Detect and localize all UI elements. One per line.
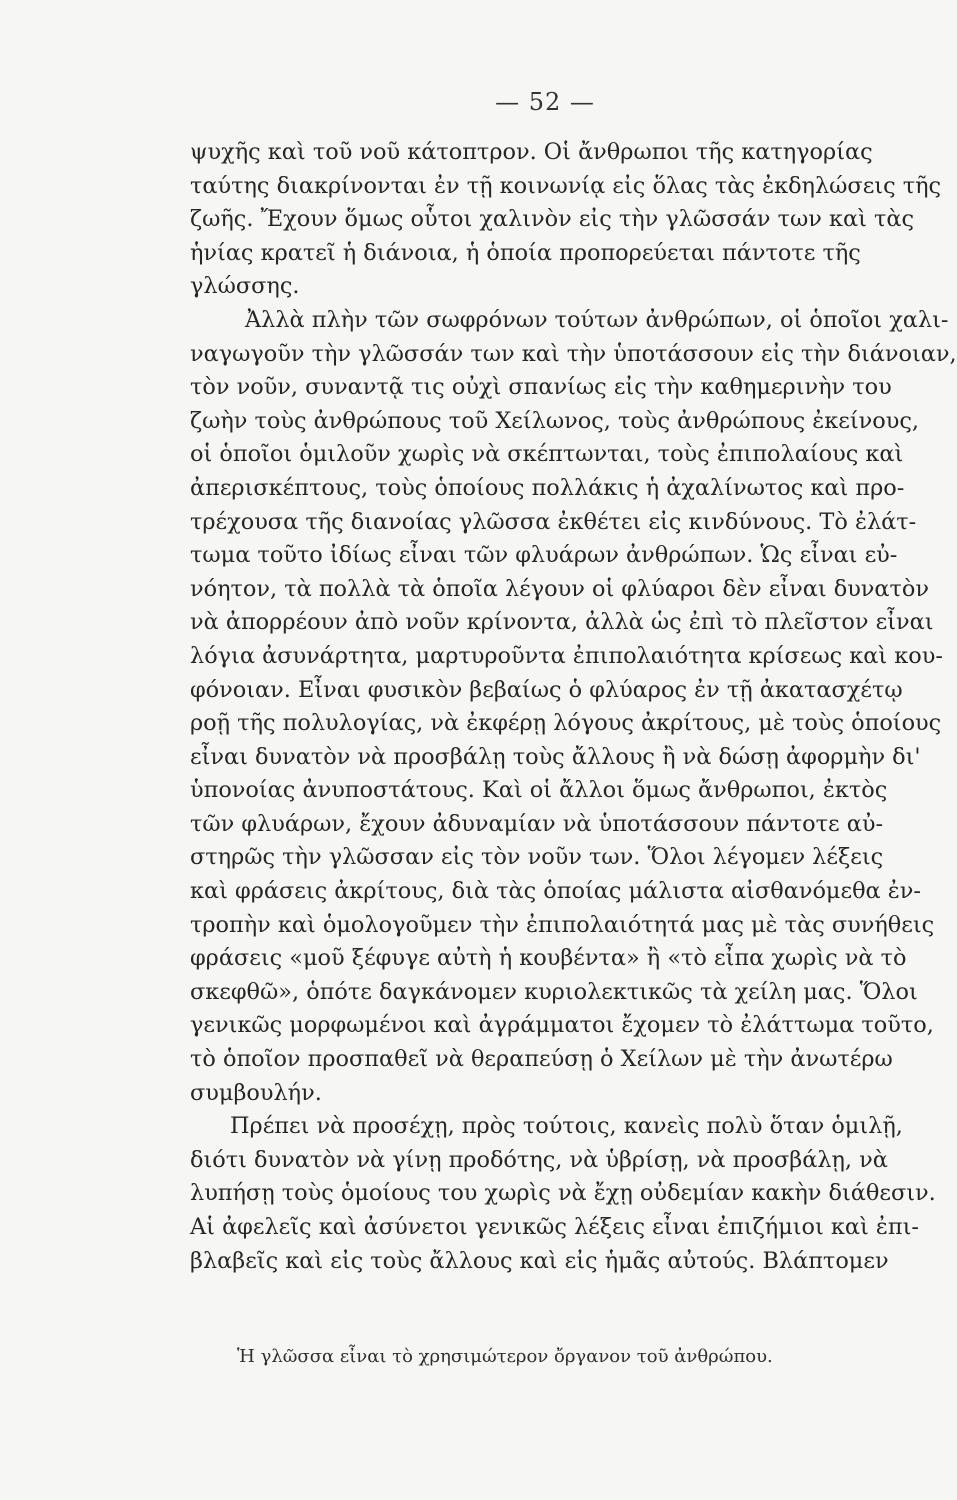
text-line: γενικῶς μορφωμένοι καὶ ἀγράμματοι ἔχομεν τὸ ἐλάττωμα τοῦτο,	[190, 1012, 934, 1039]
text-line: ροῇ τῆς πολυλογίας, νὰ ἐκφέρῃ λόγους ἀκρίτους, μὲ τοὺς ὁποίους	[190, 710, 942, 737]
text-line: στηρῶς τὴν γλῶσσαν εἰς τὸν νοῦν των. Ὅλοι λέγομεν λέξεις	[190, 844, 884, 871]
text-line: φόνοιαν. Εἶναι φυσικὸν βεβαίως ὁ φλύαρος ἐν τῇ ἀκατασχέτῳ	[190, 676, 903, 703]
body-text	[190, 136, 957, 1278]
page-number: — 52 —	[495, 88, 595, 116]
text-line: τρέχουσα τῆς διανοίας γλῶσσα ἐκθέτει εἰς κινδύνους. Τὸ ἐλάτ-	[190, 508, 917, 535]
text-line: γλώσσης.	[190, 273, 300, 300]
text-line: τροπὴν καὶ ὁμολογοῦμεν τὴν ἐπιπολαιότητά μας μὲ τὰς συνήθεις	[190, 911, 935, 938]
text-line: νόητον, τὰ πολλὰ τὰ ὁποῖα λέγουν οἱ φλύαροι δὲν εἶναι δυνατὸν	[190, 575, 930, 602]
text-line: τῶν φλυάρων, ἔχουν ἀδυναμίαν νὰ ὑποτάσσουν πάντοτε αὐ-	[190, 810, 884, 837]
text-line: διότι δυνατὸν νὰ γίνῃ προδότης, νὰ ὑβρίσῃ, νὰ προσβάλῃ, νὰ	[190, 1146, 888, 1173]
text-line: σκεφθῶ», ὁπότε δαγκάνομεν κυριολεκτικῶς τὰ χείλη μας. Ὅλοι	[190, 978, 918, 1005]
text-line: τὸ ὁποῖον προσπαθεῖ νὰ θεραπεύσῃ ὁ Χείλων μὲ τὴν ἀνωτέρω	[190, 1046, 893, 1073]
text-line: τωμα τοῦτο ἰδίως εἶναι τῶν φλυάρων ἀνθρώπων. Ὡς εἶναι εὐ-	[190, 542, 898, 569]
text-line: νὰ ἀπορρέουν ἀπὸ νοῦν κρίνοντα, ἀλλὰ ὡς ἐπὶ τὸ πλεῖστον εἶναι	[190, 609, 934, 636]
text-line: βλαβεῖς καὶ εἰς τοὺς ἄλλους καὶ εἰς ἡμᾶς αὐτούς. Βλάπτομεν	[190, 1247, 889, 1274]
text-line: Αἱ ἀφελεῖς καὶ ἀσύνετοι γενικῶς λέξεις εἶναι ἐπιζήμιοι καὶ ἐπι-	[190, 1214, 919, 1240]
text-line: λυπήσῃ τοὺς ὁμοίους του χωρὶς νὰ ἔχῃ οὐδεμίαν κακὴν διάθεσιν.	[190, 1180, 936, 1207]
text-line: λόγια ἀσυνάρτητα, μαρτυροῦντα ἐπιπολαιότητα κρίσεως καὶ κου-	[190, 642, 943, 669]
text-line: συμβουλήν.	[190, 1079, 322, 1106]
text-line: ἀπερισκέπτους, τοὺς ὁποίους πολλάκις ἡ ἀχαλίνωτος καὶ προ-	[190, 474, 905, 501]
text-line: φράσεις «μοῦ ξέφυγε αὐτὴ ἡ κουβέντα» ἢ «τὸ εἶπα χωρὶς νὰ τὸ	[190, 945, 907, 972]
text-line: τὸν νοῦν, συναντᾷ τις οὐχὶ σπανίως εἰς τὴν καθημερινὴν του	[190, 374, 892, 401]
text-line: ζωὴν τοὺς ἀνθρώπους τοῦ Χείλωνος, τοὺς ἀνθρώπους ἐκείνους,	[190, 407, 919, 434]
paragraph-first-line: Ἀλλὰ πλὴν τῶν σωφρόνων τούτων ἀνθρώπων, οἱ ὁποῖοι χαλι-	[245, 306, 949, 333]
footnote: Ἡ γλῶσσα εἶναι τὸ χρησιμώτερον ὄργανον τοῦ ἀνθρώπου.	[237, 1346, 773, 1367]
text-line: οἱ ὁποῖοι ὁμιλοῦν χωρὶς νὰ σκέπτωνται, τοὺς ἐπιπολαίους καὶ	[190, 441, 904, 468]
text-line: καὶ φράσεις ἀκρίτους, διὰ τὰς ὁποίας μάλιστα αἰσθανόμεθα ἐν-	[190, 878, 921, 905]
text-line: ἡνίας κρατεῖ ἡ διάνοια, ἡ ὁποία προπορεύεται πάντοτε τῆς	[190, 239, 861, 266]
text-line: εἶναι δυνατὸν νὰ προσβάλῃ τοὺς ἄλλους ἢ νὰ δώσῃ ἀφορμὴν δι'	[190, 743, 921, 770]
text-line: ταύτης διακρίνονται ἐν τῇ κοινωνίᾳ εἰς ὅλας τὰς ἐκδηλώσεις τῆς	[190, 172, 942, 199]
text-line: ναγωγοῦν τὴν γλῶσσάν των καὶ τὴν ὑποτάσσουν εἰς τὴν διάνοιαν,	[190, 340, 957, 367]
text-line: ψυχῆς καὶ τοῦ νοῦ κάτοπτρον. Οἱ ἄνθρωποι τῆς κατηγορίας	[190, 139, 873, 165]
text-line: ζωῆς. Ἔχουν ὅμως οὗτοι χαλινὸν εἰς τὴν γλῶσσάν των καὶ τὰς	[190, 206, 915, 233]
text-line: ὑπονοίας ἀνυποστάτους. Καὶ οἱ ἄλλοι ὅμως ἄνθρωποι, ἐκτὸς	[190, 777, 888, 804]
paragraph-first-line: Πρέπει νὰ προσέχῃ, πρὸς τούτοις, κανεὶς πολὺ ὅταν ὁμιλῇ,	[230, 1113, 903, 1140]
